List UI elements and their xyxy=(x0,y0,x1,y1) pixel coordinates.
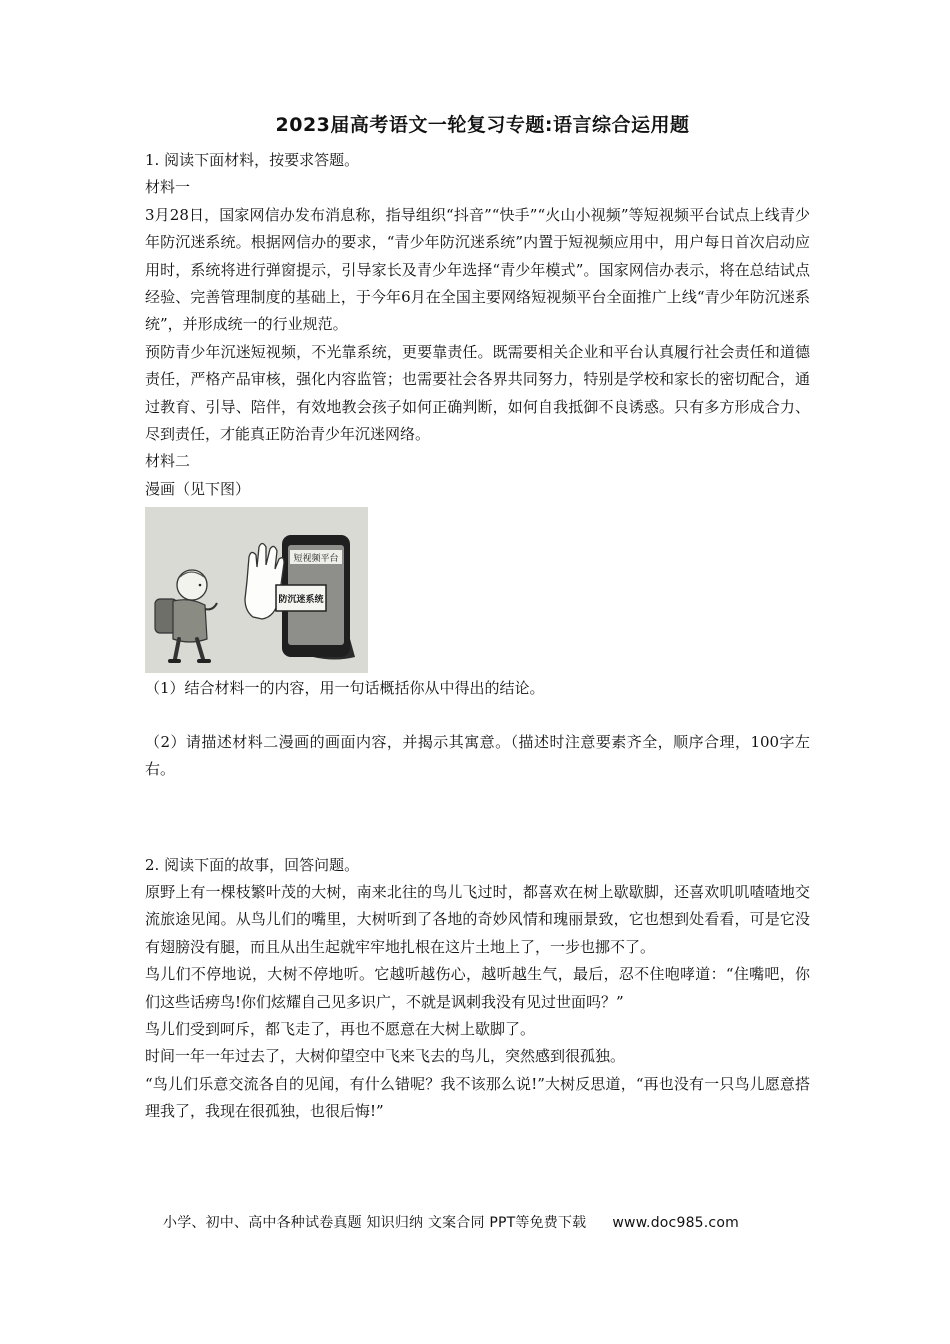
story-paragraph-1: 原野上有一棵枝繁叶茂的大树，南来北往的鸟儿飞过时，都喜欢在树上歇歇脚，还喜欢叽叽喳喳地交流旅途见闻。从鸟儿们的嘴里，大树听到了各地的奇妙风情和瑰丽景致，它也想到处看看，可是它没有翅膀没有腿，而且从出生起就牢牢地扎根在这片土地上了，一步也挪不了。 xyxy=(145,882,810,956)
boy-body xyxy=(173,600,207,642)
question-1-prompt: 1. 阅读下面材料，按要求答题。 xyxy=(145,151,360,169)
story-paragraph-3: 鸟儿们受到呵斥，都飞走了，再也不愿意在大树上歇脚了。 xyxy=(145,1019,536,1038)
sub-question-2: （2）请描述材料二漫画的画面内容，并揭示其寓意。（描述时注意要素齐全，顺序合理，100字左右。 xyxy=(145,732,810,779)
sub-question-1: （1）结合材料一的内容，用一句话概括你从中得出的结论。 xyxy=(145,679,545,698)
phone-label: 短视频平台 xyxy=(293,554,339,565)
sign-label: 防沉迷系统 xyxy=(278,595,324,606)
story-paragraph-2: 鸟儿们不停地说，大树不停地听。它越听越伤心，越听越生气，最后，忍不住咆哮道：“住嘴吧，你们这些话痨鸟!你们炫耀自己见多识广，不就是讽刺我没有见过世面吗？” xyxy=(145,965,810,1011)
story-paragraph-5: “鸟儿们乐意交流各自的见闻，有什么错呢？我不该那么说!”大树反思道，“再也没有一只鸟儿愿意搭理我了，我现在很孤独，也很后悔!” xyxy=(145,1074,810,1121)
boy-head xyxy=(177,570,207,600)
material-1-label: 材料一 xyxy=(145,178,191,197)
material-2-label: 材料二 xyxy=(145,452,191,471)
comic-drawing xyxy=(145,507,368,673)
footer-url[interactable]: www.doc985.com xyxy=(612,1215,739,1231)
comic-caption: 漫画（见下图） xyxy=(145,479,251,498)
question-2-prompt: 2. 阅读下面的故事，回答问题。 xyxy=(145,855,360,874)
material-1-paragraph-1: 3月28日，国家网信办发布消息称，指导组织“抖音”“快手”“火山小视频”等短视频平台试点上线青少年防沉迷系统。根据网信办的要求，“青少年防沉迷系统”内置于短视频应用中，用户每日首次启动应用时，系统将进行弹窗提示，引导家长及青少年选择“青少年模式”。国家网信办表示，将在总结试点经验、完善管理制度的基础上，于今年6月在全国主要网络短视频平台全面推广上线“青少年防沉迷系统”，并形成统一的行业规范。 xyxy=(145,205,810,334)
page-footer xyxy=(163,1212,739,1232)
footer-text: 小学、初中、高中各种试卷真题 知识归纳 文案合同 PPT等免费下载 xyxy=(163,1215,587,1231)
story-paragraph-4: 时间一年一年过去了，大树仰望空中飞来飞去的鸟儿，突然感到很孤独。 xyxy=(145,1047,626,1066)
material-1-paragraph-2: 预防青少年沉迷短视频，不光靠系统，更要靠责任。既需要相关企业和平台认真履行社会责任和道德责任，严格产品审核，强化内容监管；也需要社会各界共同努力，特别是学校和家长的密切配合，通过教育、引导、陪伴，有效地教会孩子如何正确判断，如何自我抵御不良诱惑。只有多方形成合力、尽到责任，才能真正防治青少年沉迷网络。 xyxy=(145,342,810,444)
document-page xyxy=(145,110,810,1126)
document-title: 2023届高考语文一轮复习专题:语言综合运用题 xyxy=(275,114,690,136)
comic-illustration xyxy=(145,507,368,673)
